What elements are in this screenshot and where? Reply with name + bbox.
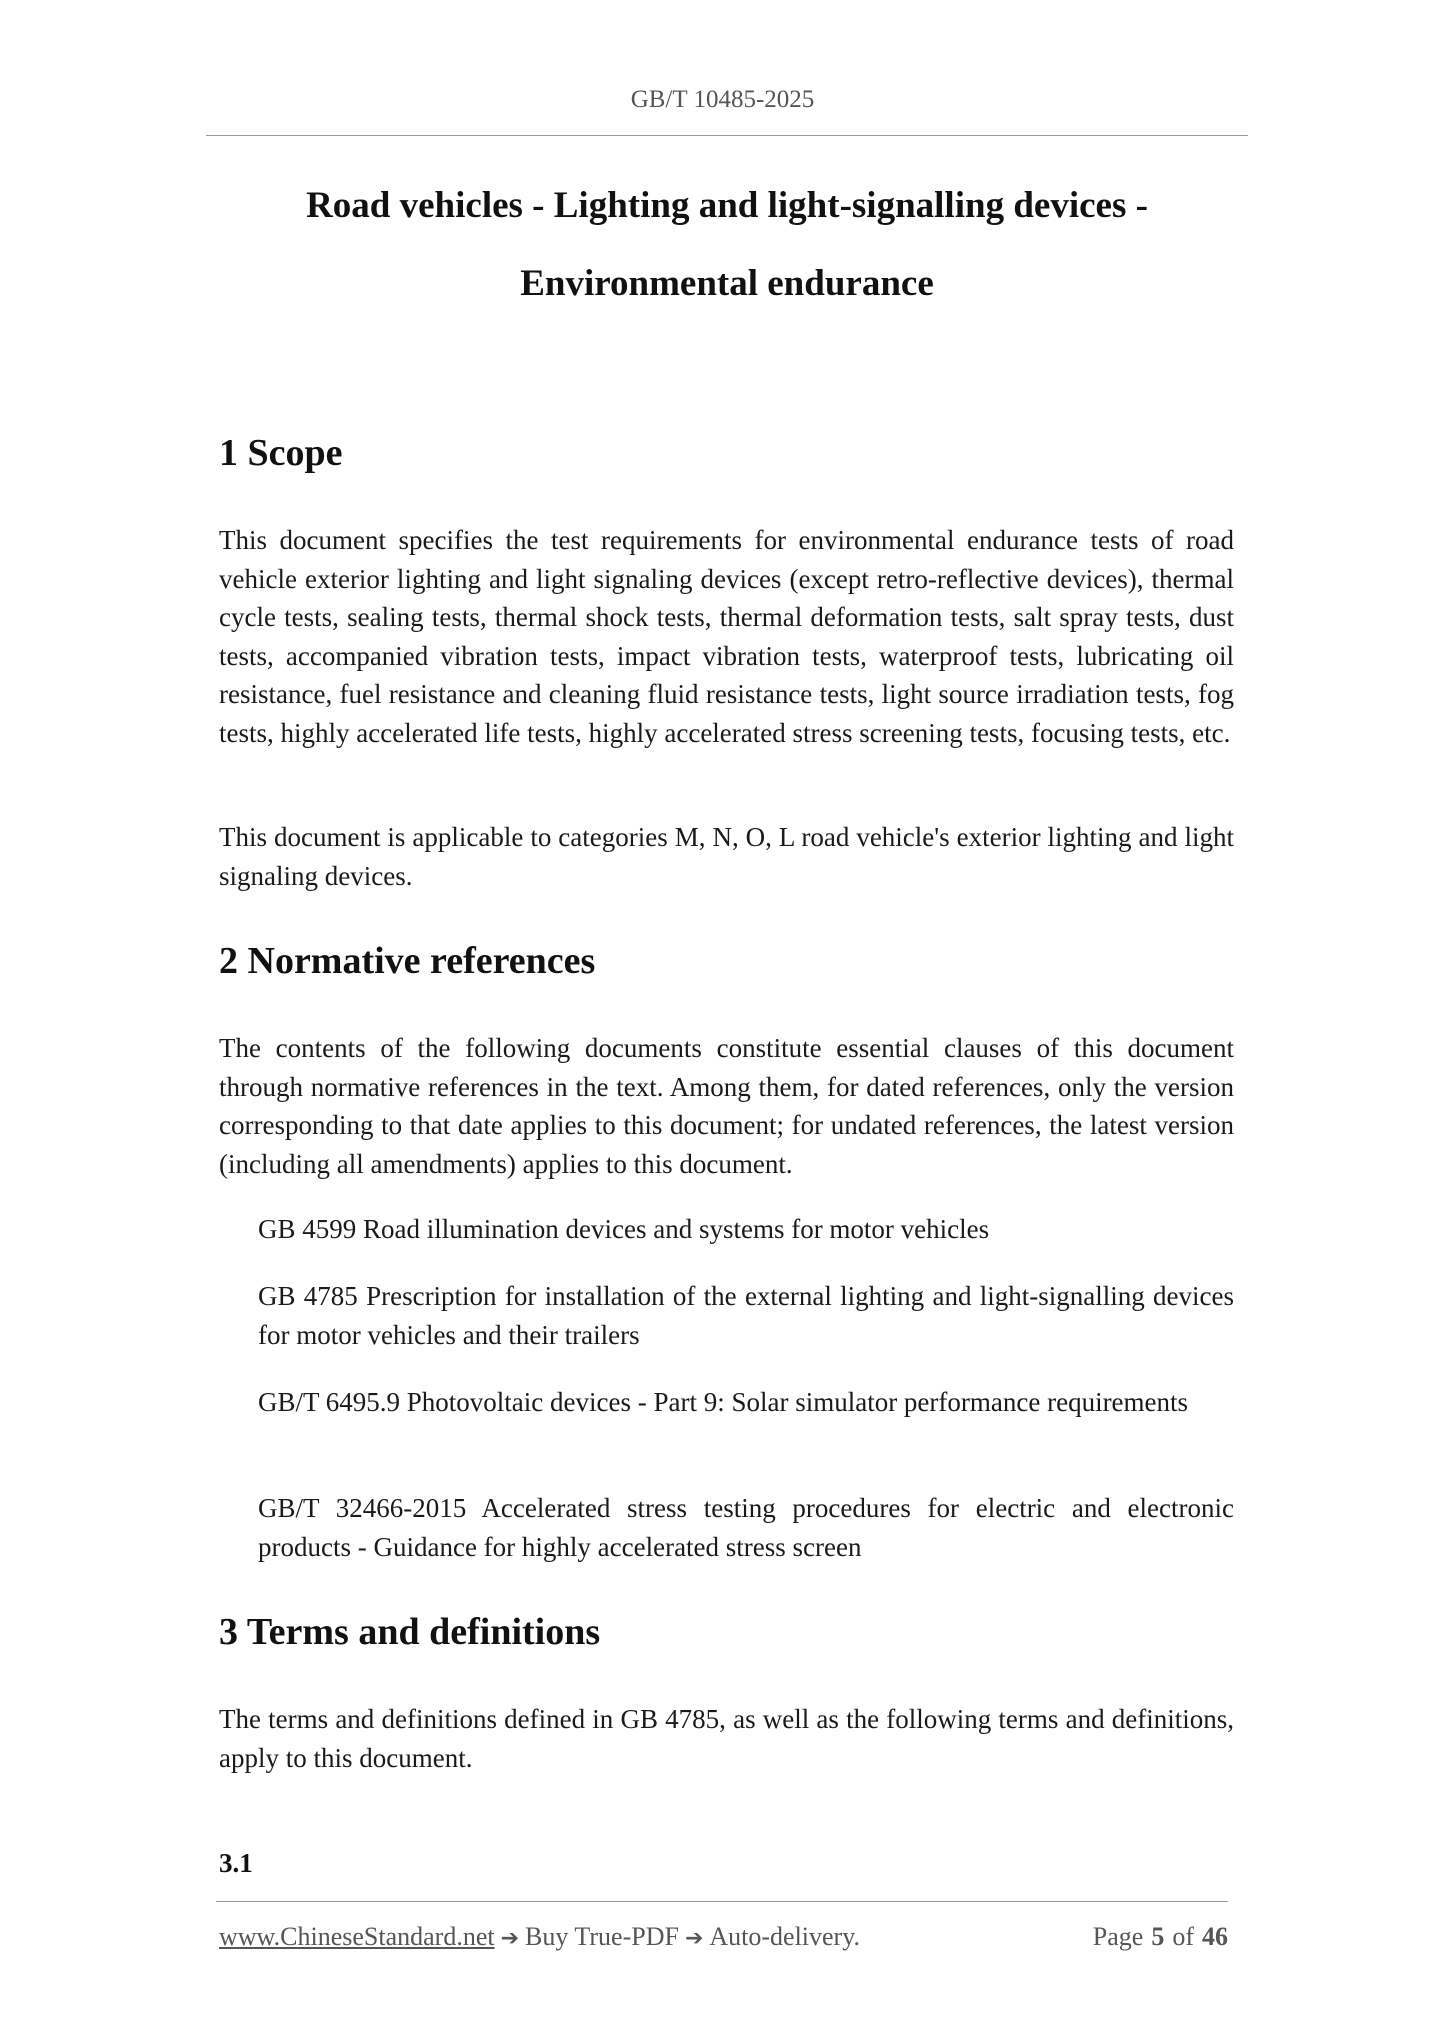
current-page-number: 5 — [1151, 1922, 1165, 1951]
reference-item: GB 4785 Prescription for installation of the external lighting and light-signalling devices for motor vehicles and their trailers — [258, 1281, 1234, 1350]
auto-delivery-text: Auto-delivery. — [709, 1922, 861, 1951]
footer-divider — [216, 1901, 1228, 1902]
document-title-line-2: Environmental endurance — [520, 263, 934, 304]
page-label: Page — [1092, 1922, 1144, 1951]
section-heading-normative-references: 2 Normative references — [219, 940, 596, 982]
terms-intro-paragraph: The terms and definitions defined in GB 4785, as well as the following terms and definitions, apply to this document. — [219, 1704, 1234, 1773]
reference-item: GB 4599 Road illumination devices and systems for motor vehicles — [258, 1214, 990, 1244]
document-title-line-1: Road vehicles - Lighting and light-signalling devices - — [306, 185, 1148, 226]
scope-paragraph-1: This document specifies the test requirements for environmental endurance tests of road vehicle exterior lighting and light signaling devices (except retro-reflective devices), thermal cycle tests, sealing tests, thermal shock tests, thermal deformation tests, salt spray tests, dust tests, accompanied vibration tests, impact vibration tests, waterproof tests, lubricating oil resistance, fuel resistance and cleaning fluid resistance tests, light source irradiation tests, fog tests, highly accelerated life tests, highly accelerated stress screening tests, focusing tests, etc. — [219, 525, 1234, 748]
scope-paragraph-2: This document is applicable to categories M, N, O, L road vehicle's exterior lighting and light signaling devices. — [219, 822, 1234, 891]
of-label: of — [1172, 1922, 1194, 1951]
site-link[interactable]: www.ChineseStandard.net — [219, 1922, 495, 1951]
normative-intro-paragraph: The contents of the following documents constitute essential clauses of this document through normative references in the text. Among them, for dated references, only the version corresponding to that date applies to this document; for undated references, the latest version (including all amendments) applies to this document. — [219, 1033, 1234, 1179]
footer-promo — [219, 1922, 860, 1952]
buy-true-pdf-text: Buy True-PDF — [525, 1922, 679, 1951]
arrow-right-icon: ➔ — [500, 1926, 520, 1951]
header-divider — [206, 135, 1248, 136]
header-doc-code: GB/T 10485-2025 — [630, 86, 815, 113]
total-pages-number: 46 — [1202, 1922, 1228, 1951]
section-heading-terms-definitions: 3 Terms and definitions — [219, 1611, 601, 1653]
clause-number: 3.1 — [219, 1848, 253, 1878]
reference-item: GB/T 32466-2015 Accelerated stress testing procedures for electric and electronic products - Guidance for highly accelerated stress screen — [258, 1493, 1234, 1562]
reference-item: GB/T 6495.9 Photovoltaic devices - Part 9: Solar simulator performance requirements — [258, 1387, 1189, 1417]
section-heading-scope: 1 Scope — [219, 432, 343, 474]
page-indicator — [1093, 1922, 1228, 1952]
arrow-right-icon: ➔ — [684, 1926, 704, 1951]
